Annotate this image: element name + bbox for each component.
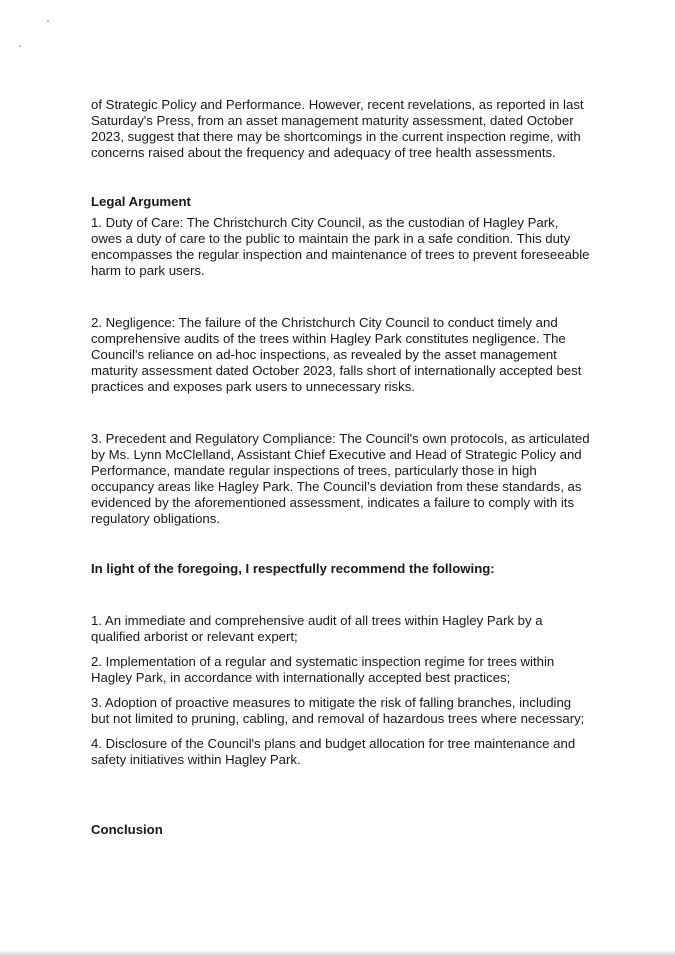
legal-point-negligence: 2. Negligence: The failure of the Christchurch City Council to conduct timely and comprehensive audits of the trees within Hagley Park constitutes negligence. The Council's reliance on ad-hoc inspections, as revealed by the asset management maturity assessment dated October 2023, falls short of internationally accepted best practices and exposes park users to unnecessary risks. [91,315,582,394]
scan-speck [47,20,49,22]
legal-point-regulatory-compliance: 3. Precedent and Regulatory Compliance: The Council's own protocols, as articulated by Ms. Lynn McClelland, Assistant Chief Executive and Head of Strategic Policy and Performance, mandate regular inspections of trees, particularly those in high occupancy areas like Hagley Park. The Council's deviation from these standards, as evidenced by the aforementioned assessment, indicates a failure to comply with its regulatory obligations. [91,431,590,526]
intro-paragraph: of Strategic Policy and Performance. However, recent revelations, as reported in last Saturday's Press, from an asset management maturity assessment, dated October 2023, suggest that there may be shortcomings in the current inspection regime, with concerns raised about the frequency and adequacy of tree health assessments. [91,97,584,160]
recommendation-item: 3. Adoption of proactive measures to mitigate the risk of falling branches, including but not limited to pruning, cabling, and removal of hazardous trees where necessary; [91,695,585,726]
page-bottom-edge [0,950,675,955]
scan-speck [19,45,21,47]
document-body [91,97,591,838]
recommendation-item: 2. Implementation of a regular and systematic inspection regime for trees within Hagley Park, in accordance with internationally accepted best practices; [91,654,555,685]
conclusion-heading: Conclusion [91,822,163,837]
recommendation-item: 1. An immediate and comprehensive audit of all trees within Hagley Park by a qualified arborist or relevant expert; [91,613,543,644]
legal-argument-heading: Legal Argument [91,194,191,209]
recommendations-heading: In light of the foregoing, I respectfully recommend the following: [91,561,495,576]
legal-point-duty-of-care: 1. Duty of Care: The Christchurch City Council, as the custodian of Hagley Park, owes a duty of care to the public to maintain the park in a safe condition. This duty encompasses the regular inspection and maintenance of trees to prevent foreseeable harm to park users. [91,215,590,278]
recommendation-item: 4. Disclosure of the Council's plans and budget allocation for tree maintenance and safety initiatives within Hagley Park. [91,736,576,767]
